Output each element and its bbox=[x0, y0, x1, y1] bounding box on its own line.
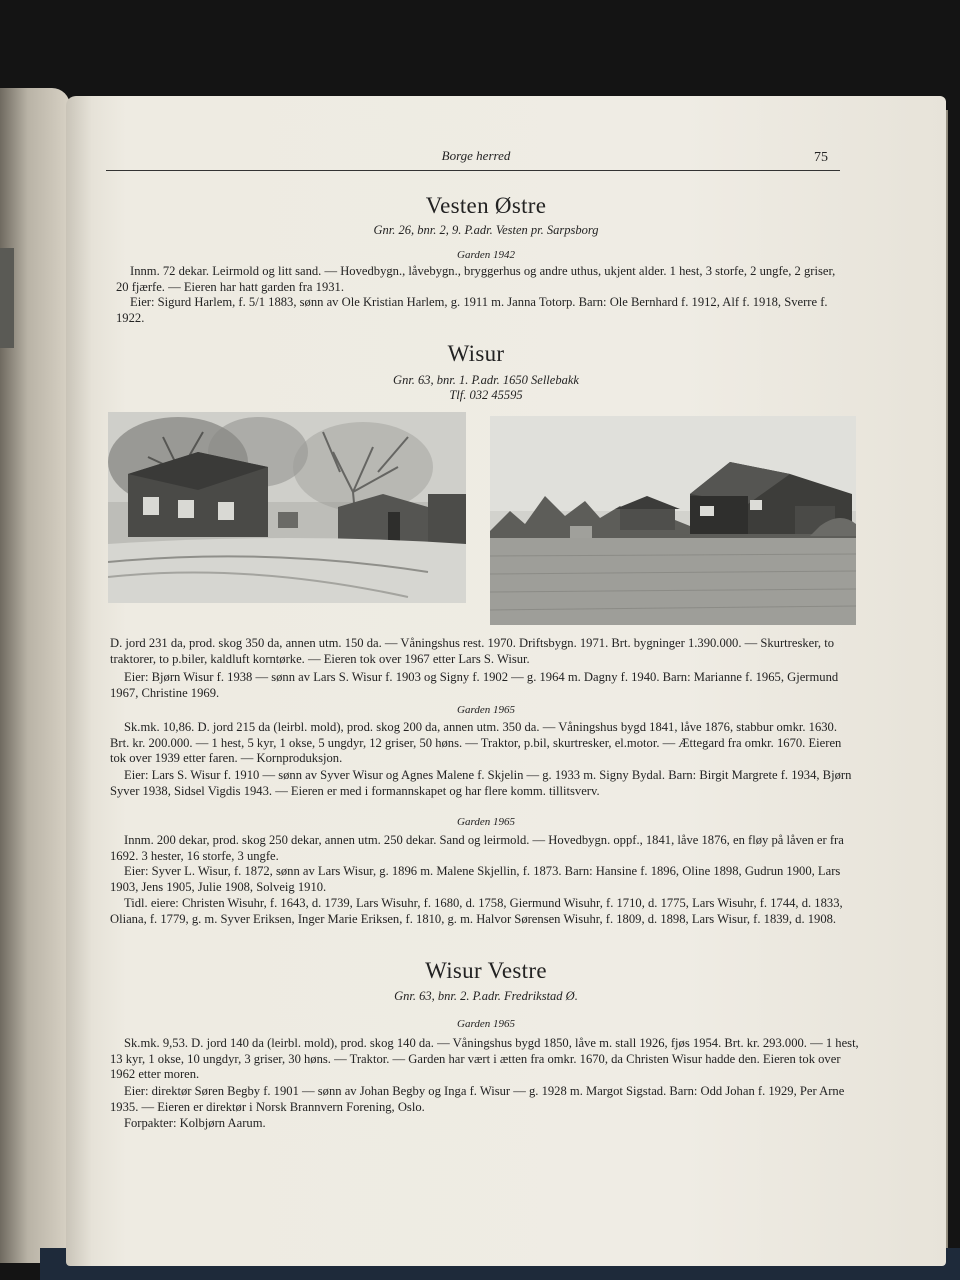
page-number: 75 bbox=[814, 150, 828, 165]
paragraph: Eier: Syver L. Wisur, f. 1872, sønn av Lars Wisur, g. 1896 m. Malene Skjellin, f. 1873. Barn: Hansine f. 1896, Oline 1898, Gudrun 1900, Lars 1903, Jens 1905, Julie 1908, Solveig 1910. bbox=[110, 864, 841, 894]
entry-title-wisur: Wisur bbox=[447, 341, 505, 366]
paragraph: Eier: direktør Søren Begby f. 1901 — sønn av Johan Begby og Inga f. Wisur — g. 1928 m. Margot Sigstad. Barn: Odd Johan f. 1929, Per Arne 1935. — Eieren er direktør i Norsk Brannvern Forening, Oslo. bbox=[110, 1084, 845, 1114]
paragraph: Sk.mk. 9,53. D. jord 140 da (leirbl. mold), prod. skog 140 da. — Våningshus bygd 1850, låve m. stall 1926, fjøs 1954. Brt. kr. 293.000. — 1 hest, 13 kyr, 1 okse, 10 ungdyr, 3 griser, 30 høns. — Traktor. — Garden har vært i ætten fra omkr. 1670, da Christen Wisur hadde den. Eieren tok over 1962 etter moren. bbox=[110, 1036, 859, 1081]
paragraph: D. jord 231 da, prod. skog 350 da, annen utm. 150 da. — Våningshus rest. 1970. Driftsbygn. 1971. Brt. bygninger 1.390.000. — Skurtresker, to traktorer, to p.biler, kaldluft korntørke. — Eieren tok over 1967 etter Lars S. Wisur. bbox=[110, 636, 835, 666]
garden-label: Garden 1965 bbox=[457, 704, 515, 716]
entry-subtitle-vesten-ostre: Gnr. 26, bnr. 2, 9. P.adr. Vesten pr. Sarpsborg bbox=[373, 223, 599, 237]
header-rule bbox=[106, 170, 840, 171]
running-header: Borge herred bbox=[441, 148, 511, 163]
garden-label: Garden 1965 bbox=[457, 816, 515, 828]
farmhouse-photo bbox=[108, 412, 466, 603]
book-page bbox=[66, 96, 946, 1266]
entry-subtitle-wisur: Gnr. 63, bnr. 1. P.adr. 1650 Sellebakk bbox=[393, 373, 579, 387]
paragraph: Eier: Lars S. Wisur f. 1910 — sønn av Syver Wisur og Agnes Malene f. Skjelin — g. 1933 m. Signy Bydal. Barn: Birgit Margrete f. 1934, Bjørn Syver 1938, Sidsel Vigdis 1943. — Eieren er med i formannskapet og har flere komm. tillitsverv. bbox=[110, 768, 852, 798]
garden-label: Garden 1942 bbox=[457, 249, 515, 261]
entry-title-wisur-vestre: Wisur Vestre bbox=[425, 958, 547, 983]
paragraph: Innm. 72 dekar. Leirmold og litt sand. — Hovedbygn., låvebygn., bryggerhus og andre uthus, ukjent alder. 1 hest, 3 storfe, 2 ungfe, 2 griser, 20 fjærfe. — Eieren har hatt garden fra 1931. bbox=[116, 264, 836, 294]
left-page-photo-fragment bbox=[0, 248, 14, 348]
paragraph: Eier: Bjørn Wisur f. 1938 — sønn av Lars S. Wisur f. 1903 og Signy f. 1902 — g. 1964 m. Dagny f. 1940. Barn: Marianne f. 1965, Gjermund 1967, Christine 1969. bbox=[110, 670, 839, 700]
paragraph: Eier: Sigurd Harlem, f. 5/1 1883, sønn av Ole Kristian Harlem, g. 1911 m. Janna Totorp. Barn: Ole Bernhard f. 1912, Alf f. 1918, Sverre f. 1922. bbox=[116, 295, 828, 325]
entry-phone-wisur: Tlf. 032 45595 bbox=[449, 388, 523, 402]
paragraph: Forpakter: Kolbjørn Aarum. bbox=[124, 1116, 266, 1130]
entry-title-vesten-ostre: Vesten Østre bbox=[425, 193, 547, 218]
garden-label: Garden 1965 bbox=[457, 1018, 515, 1030]
entry-subtitle-wisur-vestre: Gnr. 63, bnr. 2. P.adr. Fredrikstad Ø. bbox=[394, 989, 578, 1003]
paragraph: Tidl. eiere: Christen Wisuhr, f. 1643, d. 1739, Lars Wisuhr, f. 1680, d. 1758, Giermund Wisuhr, f. 1710, d. 1775, Lars Wisuhr, f. 1744, d. 1833, Oliana, f. 1779, g. m. Syver Eriksen, Inger Marie Eriksen, f. 1810, g. m. Halvor Sørensen Wisuhr, f. 1809, d. 1898, Lars Wisur, f. 1839, d. 1908. bbox=[110, 896, 843, 926]
paragraph: Innm. 200 dekar, prod. skog 250 dekar, annen utm. 250 dekar. Sand og leirmold. — Hovedbygn. oppf., 1841, låve 1876, en fløy på låven er fra 1692. 3 hester, 16 storfe, 3 ungfe. bbox=[110, 833, 844, 863]
barn-photo bbox=[490, 416, 856, 625]
paragraph: Sk.mk. 10,86. D. jord 215 da (leirbl. mold), prod. skog 200 da, annen utm. 350 da. — Våningshus bygd 1841, låve 1876, stabbur omkr. 1630. Brt. kr. 200.000. — 1 hest, 5 kyr, 1 okse, 5 ungdyr, 12 griser, 50 høns. — Traktor, p.bil, skurtresker, el.motor. — Ættegard fra omkr. 1670. Eieren tok over 1939 etter faren. — Kornproduksjon. bbox=[110, 720, 842, 765]
left-page-edge bbox=[0, 88, 70, 1263]
